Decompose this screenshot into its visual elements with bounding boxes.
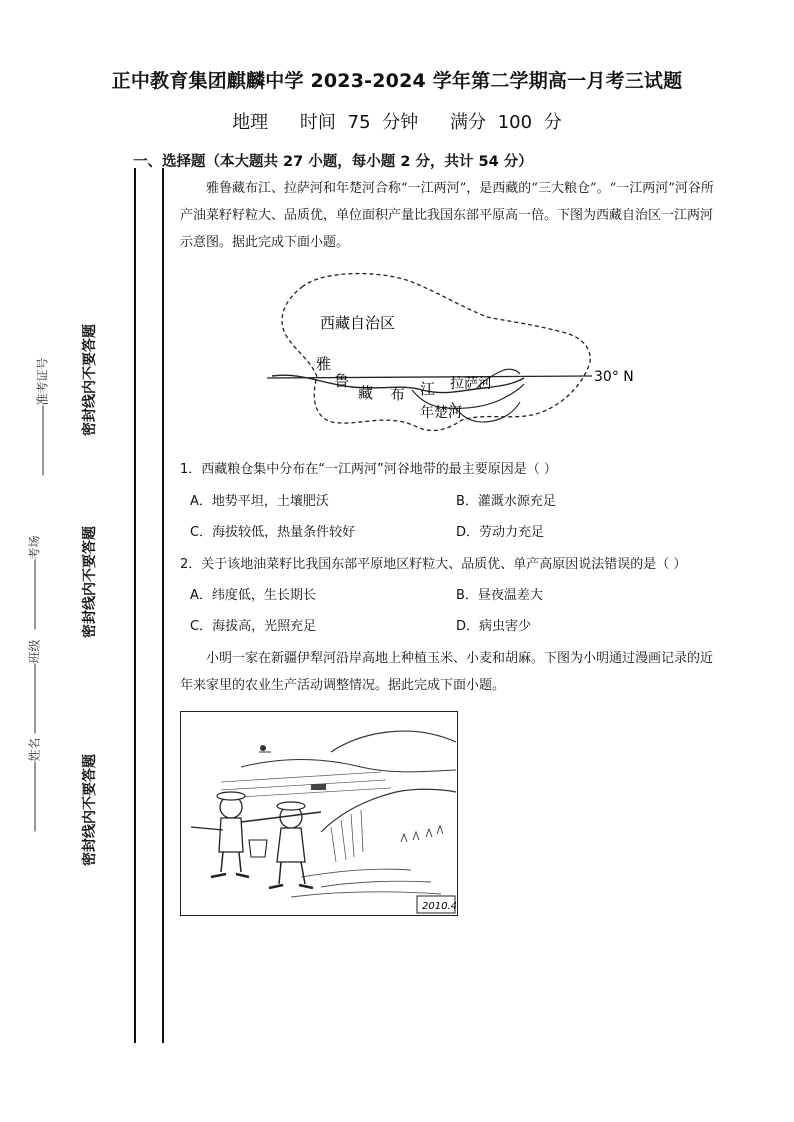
field-exam-number: 准考证号	[34, 357, 51, 475]
q2-option-b: B．昼夜温差大	[456, 588, 543, 603]
seal-notice-2: 密封线内不要答题	[82, 526, 98, 638]
section-heading: 一、选择题（本大题共 27 小题，每小题 2 分，共计 54 分）	[133, 154, 533, 170]
question-2-stem: 2．关于该地油菜籽比我国东部平原地区籽粒大、品质优、单产高原因说法错误的是（ ）	[180, 557, 687, 572]
latitude-label: 30° N	[594, 369, 634, 385]
subject: 地理	[232, 112, 269, 133]
cartoon-illustration	[180, 711, 458, 916]
seal-notice-1: 密封线内不要答题	[82, 324, 98, 436]
river-char-5: 江	[420, 380, 436, 398]
passage-2: 小明一家在新疆伊犁河沿岸高地上种植玉米、小麦和胡麻。下图为小明通过漫画记录的近年来家里的农业生产活动调整情况。据此完成下面小题。	[180, 651, 714, 693]
q1-option-d: D．劳动力充足	[456, 525, 545, 540]
cartoon-drawing	[181, 712, 456, 914]
river-char-1: 雅	[316, 355, 332, 373]
full-score: 满分 100 分	[450, 112, 562, 133]
q2-option-a: A．纬度低，生长期长	[190, 588, 316, 603]
nianchu-river-label: 年楚河	[420, 405, 462, 421]
q2-option-d: D．病虫害少	[456, 619, 532, 634]
q1-option-c: C．海拔较低，热量条件较好	[190, 525, 356, 540]
binding-line-outer	[134, 168, 136, 1043]
question-1-stem: 1．西藏粮仓集中分布在“一江两河”河谷地带的最主要原因是（ ）	[180, 462, 557, 477]
tibet-map	[262, 262, 662, 447]
field-class: 班级	[26, 639, 43, 733]
binding-line-inner	[162, 168, 164, 1043]
seal-notice-3: 密封线内不要答题	[82, 754, 98, 866]
field-name: 姓名	[26, 737, 43, 831]
q1-option-a: A．地势平坦，土壤肥沃	[190, 494, 329, 509]
field-exam-room: 考场	[26, 535, 43, 629]
q2-option-c: C．海拔高，光照充足	[190, 619, 317, 634]
river-char-3: 藏	[358, 384, 374, 402]
exam-title: 正中教育集团麒麟中学 2023-2024 学年第二学期高一月考三试题	[111, 70, 683, 92]
cartoon-date: 2010.4	[422, 901, 456, 912]
q1-option-b: B．灌溉水源充足	[456, 494, 556, 509]
lhasa-river-label: 拉萨河	[450, 376, 492, 392]
region-label: 西藏自治区	[320, 314, 396, 332]
river-char-2: 鲁	[334, 372, 350, 390]
exam-time: 时间 75 分钟	[299, 112, 419, 133]
river-char-4: 布	[390, 385, 406, 403]
latitude-line	[267, 376, 592, 378]
passage-1: 雅鲁藏布江、拉萨河和年楚河合称“一江两河”，是西藏的“三大粮仓”。“一江两河”河谷所产油菜籽籽粒大、品质优，单位面积产量比我国东部平原高一倍。下图为西藏自治区一江两河示意图。据此完成下面小题。	[180, 181, 714, 250]
exam-subtitle	[0, 108, 794, 134]
